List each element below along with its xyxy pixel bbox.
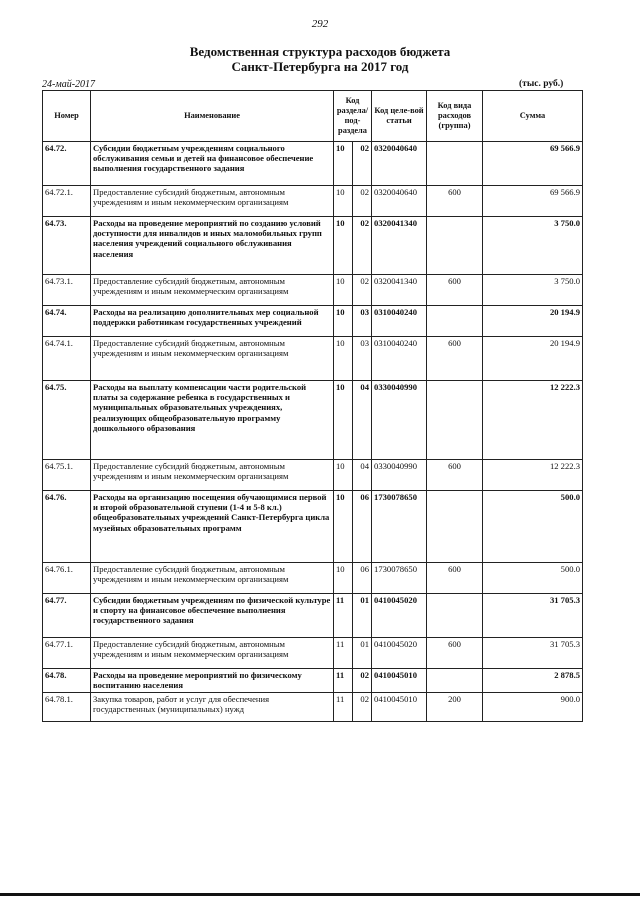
cell-sum: 31 705.3 <box>483 594 583 638</box>
cell-sum: 900.0 <box>483 693 583 722</box>
cell-name: Предоставление субсидий бюджетным, автономным учреждениям и иным некоммерческим организациям <box>91 563 334 594</box>
cell-sum: 500.0 <box>483 563 583 594</box>
cell-podrazdel: 03 <box>353 337 372 381</box>
cell-podrazdel: 02 <box>353 275 372 306</box>
table-row <box>43 594 583 638</box>
cell-num: 64.72.1. <box>43 186 91 217</box>
cell-razdel: 11 <box>334 669 353 693</box>
cell-article: 0310040240 <box>372 306 427 337</box>
header-expense-type: Код вида расходов (группа) <box>427 91 483 142</box>
header-name: Наименование <box>91 91 334 142</box>
cell-name: Расходы на выплату компенсации части родительской платы за содержание ребенка в государственных и муниципальных образовательных учреждениях, реализующих общеобразовательную программу дошкольного образования <box>91 381 334 460</box>
cell-name: Предоставление субсидий бюджетным, автономным учреждениям и иным некоммерческим организациям <box>91 186 334 217</box>
cell-vid: 600 <box>427 275 483 306</box>
cell-sum: 2 878.5 <box>483 669 583 693</box>
cell-name: Субсидии бюджетным учреждениям по физической культуре и спорту на финансовое обеспечение выполнения государственного задания <box>91 594 334 638</box>
cell-razdel: 11 <box>334 693 353 722</box>
header-num: Номер <box>43 91 91 142</box>
cell-razdel: 10 <box>334 460 353 491</box>
cell-article: 0320040640 <box>372 186 427 217</box>
table-row <box>43 669 583 693</box>
cell-article: 0310040240 <box>372 337 427 381</box>
cell-podrazdel: 03 <box>353 306 372 337</box>
cell-podrazdel: 02 <box>353 186 372 217</box>
cell-article: 0320041340 <box>372 275 427 306</box>
cell-podrazdel: 01 <box>353 594 372 638</box>
cell-podrazdel: 01 <box>353 638 372 669</box>
cell-vid: 200 <box>427 693 483 722</box>
cell-podrazdel: 02 <box>353 669 372 693</box>
cell-article: 0410045010 <box>372 693 427 722</box>
cell-sum: 3 750.0 <box>483 275 583 306</box>
cell-name: Расходы на проведение мероприятий по физическому воспитанию населения <box>91 669 334 693</box>
cell-razdel: 10 <box>334 381 353 460</box>
title-line-2: Санкт-Петербурга на 2017 год <box>231 59 409 74</box>
table-row <box>43 142 583 186</box>
cell-sum: 69 566.9 <box>483 186 583 217</box>
cell-sum: 500.0 <box>483 491 583 563</box>
cell-name: Предоставление субсидий бюджетным, автономным учреждениям и иным некоммерческим организациям <box>91 638 334 669</box>
units-label: (тыс. руб.) <box>519 79 564 89</box>
cell-vid <box>427 217 483 275</box>
document-title <box>0 44 640 74</box>
cell-num: 64.74.1. <box>43 337 91 381</box>
cell-name: Расходы на организацию посещения обучающимися первой и второй образовательной ступени (1-4 и 5-8 кл.) общеобразовательных учреждений Санкт-Петербурга цикла музейных образовательных программ <box>91 491 334 563</box>
cell-podrazdel: 02 <box>353 693 372 722</box>
document-date: 24-май-2017 <box>42 79 96 90</box>
cell-name: Предоставление субсидий бюджетным, автономным учреждениям и иным некоммерческим организациям <box>91 460 334 491</box>
cell-sum: 69 566.9 <box>483 142 583 186</box>
cell-vid: 600 <box>427 460 483 491</box>
cell-razdel: 10 <box>334 275 353 306</box>
cell-razdel: 11 <box>334 638 353 669</box>
table-row <box>43 275 583 306</box>
cell-razdel: 11 <box>334 594 353 638</box>
cell-podrazdel: 02 <box>353 142 372 186</box>
cell-vid <box>427 142 483 186</box>
cell-article: 0410045020 <box>372 638 427 669</box>
cell-vid <box>427 669 483 693</box>
cell-vid <box>427 381 483 460</box>
cell-razdel: 10 <box>334 491 353 563</box>
cell-num: 64.73. <box>43 217 91 275</box>
table-row <box>43 460 583 491</box>
cell-sum: 12 222.3 <box>483 460 583 491</box>
cell-vid: 600 <box>427 337 483 381</box>
cell-razdel: 10 <box>334 217 353 275</box>
table-row <box>43 693 583 722</box>
table-row <box>43 306 583 337</box>
cell-sum: 20 194.9 <box>483 306 583 337</box>
budget-table <box>42 90 583 722</box>
cell-num: 64.78. <box>43 669 91 693</box>
cell-article: 0320040640 <box>372 142 427 186</box>
cell-razdel: 10 <box>334 142 353 186</box>
cell-vid: 600 <box>427 638 483 669</box>
cell-name: Предоставление субсидий бюджетным, автономным учреждениям и иным некоммерческим организациям <box>91 337 334 381</box>
cell-num: 64.76. <box>43 491 91 563</box>
table-row <box>43 638 583 669</box>
cell-sum: 31 705.3 <box>483 638 583 669</box>
cell-num: 64.77. <box>43 594 91 638</box>
cell-article: 1730078650 <box>372 491 427 563</box>
cell-num: 64.75. <box>43 381 91 460</box>
table-row <box>43 337 583 381</box>
header-sum: Сумма <box>483 91 583 142</box>
page-bottom-border <box>0 893 640 896</box>
cell-name: Предоставление субсидий бюджетным, автономным учреждениям и иным некоммерческим организациям <box>91 275 334 306</box>
cell-name: Субсидии бюджетным учреждениям социального обслуживания семьи и детей на финансовое обеспечение выполнения государственного задания <box>91 142 334 186</box>
cell-article: 0330040990 <box>372 381 427 460</box>
cell-name: Расходы на проведение мероприятий по созданию условий доступности для инвалидов и иных маломобильных групп населения учреждений социального обслуживания населения <box>91 217 334 275</box>
cell-num: 64.72. <box>43 142 91 186</box>
cell-razdel: 10 <box>334 337 353 381</box>
cell-razdel: 10 <box>334 306 353 337</box>
cell-razdel: 10 <box>334 563 353 594</box>
cell-article: 0410045010 <box>372 669 427 693</box>
cell-podrazdel: 02 <box>353 217 372 275</box>
cell-sum: 3 750.0 <box>483 217 583 275</box>
table-row <box>43 217 583 275</box>
page-number: 292 <box>311 18 329 30</box>
cell-article: 0330040990 <box>372 460 427 491</box>
cell-num: 64.73.1. <box>43 275 91 306</box>
table-row <box>43 186 583 217</box>
header-section: Код раздела/ под-раздела <box>334 91 372 142</box>
cell-vid: 600 <box>427 563 483 594</box>
cell-sum: 20 194.9 <box>483 337 583 381</box>
cell-razdel: 10 <box>334 186 353 217</box>
cell-podrazdel: 06 <box>353 491 372 563</box>
title-line-1: Ведомственная структура расходов бюджета <box>189 44 451 59</box>
cell-name: Расходы на реализацию дополнительных мер социальной поддержки работникам государственных учреждений <box>91 306 334 337</box>
table-row <box>43 381 583 460</box>
table-row <box>43 491 583 563</box>
header-article: Код целе-вой статьи <box>372 91 427 142</box>
cell-vid <box>427 491 483 563</box>
cell-article: 0410045020 <box>372 594 427 638</box>
cell-num: 64.78.1. <box>43 693 91 722</box>
cell-name: Закупка товаров, работ и услуг для обеспечения государственных (муниципальных) нужд <box>91 693 334 722</box>
table-row <box>43 563 583 594</box>
cell-num: 64.77.1. <box>43 638 91 669</box>
cell-podrazdel: 06 <box>353 563 372 594</box>
cell-vid <box>427 306 483 337</box>
cell-num: 64.74. <box>43 306 91 337</box>
cell-podrazdel: 04 <box>353 460 372 491</box>
cell-sum: 12 222.3 <box>483 381 583 460</box>
cell-article: 1730078650 <box>372 563 427 594</box>
cell-num: 64.75.1. <box>43 460 91 491</box>
cell-vid <box>427 594 483 638</box>
cell-article: 0320041340 <box>372 217 427 275</box>
cell-podrazdel: 04 <box>353 381 372 460</box>
cell-num: 64.76.1. <box>43 563 91 594</box>
cell-vid: 600 <box>427 186 483 217</box>
